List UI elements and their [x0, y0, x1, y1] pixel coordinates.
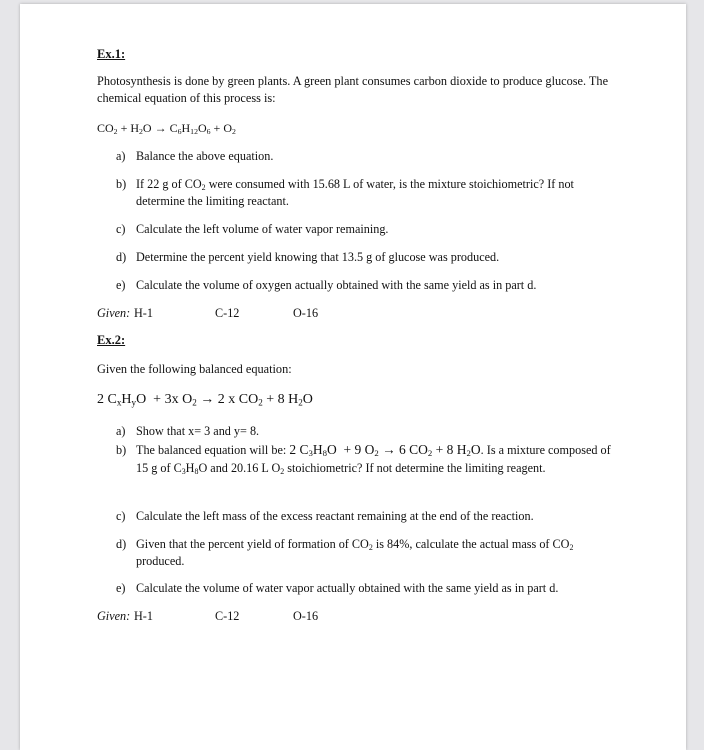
ex1-given-h: H-1 [134, 306, 153, 320]
ex2-equation: 2 $C_xH_yO + 3x$ $O_2 \to 2$ x $CO_2 + 8$ $H_2O$ [97, 392, 313, 408]
ex1-intro: Photosynthesis is done by green plants. A green plant consumes carbon dioxide to produce glucose. The chemical equation of this process is: [97, 74, 609, 105]
ex2-item-text: Show that x= 3 and y= 8. [136, 424, 260, 438]
ex2-intro: Given the following balanced equation: [97, 362, 292, 376]
ex1-title: Ex.1: [97, 47, 126, 61]
ex1-given-o: O-16 [293, 306, 319, 320]
ex2-item-text: Given that the percent yield of formation of $CO_2$ is 84%, calculate the actual mass of $CO_2$ produced. [136, 537, 574, 568]
ex1-item-text: Balance the above equation. [136, 149, 274, 163]
ex1-item-text: Determine the percent yield knowing that 13.5 g of glucose was produced. [136, 250, 500, 264]
ex2-item-text: The balanced equation will be: 2 $C_3H_8O + 9$ $O_2 \to 6$ $CO_2 + 8$ $H_2O$. Is a mixture composed of 15 g of $C_3H_8O$ and 20.16 L $O_2$ stoichiometric? If not determine the limiting reagent. [136, 442, 611, 476]
ex1-item-text: If 22 g of $CO_2$ were consumed with 15.68 L of water, is the mixture stoichiometric? If not determine the limiting reactant. [136, 177, 574, 208]
ex1-equation: $CO_2 + H_2O \to C_6H_{12}O_6 + O_2$ [97, 121, 236, 136]
ex2-given-o: O-16 [293, 609, 319, 623]
ex1-item-text: Calculate the volume of oxygen actually obtained with the same yield as in part d. [136, 278, 537, 292]
ex2-item-label: b) [116, 443, 127, 457]
ex1-item-label: b) [116, 177, 127, 191]
ex2-item-label: e) [116, 581, 126, 595]
ex1-item-label: c) [116, 222, 126, 236]
ex2-item-label: c) [116, 509, 126, 523]
ex2-item-label: a) [116, 424, 126, 438]
ex2-item-label: d) [116, 537, 127, 551]
ex2-item-text: Calculate the volume of water vapor actually obtained with the same yield as in part d. [136, 581, 559, 595]
ex2-given-label: Given: [97, 609, 131, 623]
ex2-given-h: H-1 [134, 609, 153, 623]
ex1-given-label: Given: [97, 306, 131, 320]
ex2-item-text: Calculate the left mass of the excess reactant remaining at the end of the reaction. [136, 509, 534, 523]
ex2-given-c: C-12 [215, 609, 240, 623]
ex1-item-label: d) [116, 250, 127, 264]
ex1-item-label: a) [116, 149, 126, 163]
ex2-title: Ex.2: [97, 333, 126, 347]
ex1-item-text: Calculate the left volume of water vapor remaining. [136, 222, 389, 236]
ex1-given-c: C-12 [215, 306, 240, 320]
ex1-item-label: e) [116, 278, 126, 292]
